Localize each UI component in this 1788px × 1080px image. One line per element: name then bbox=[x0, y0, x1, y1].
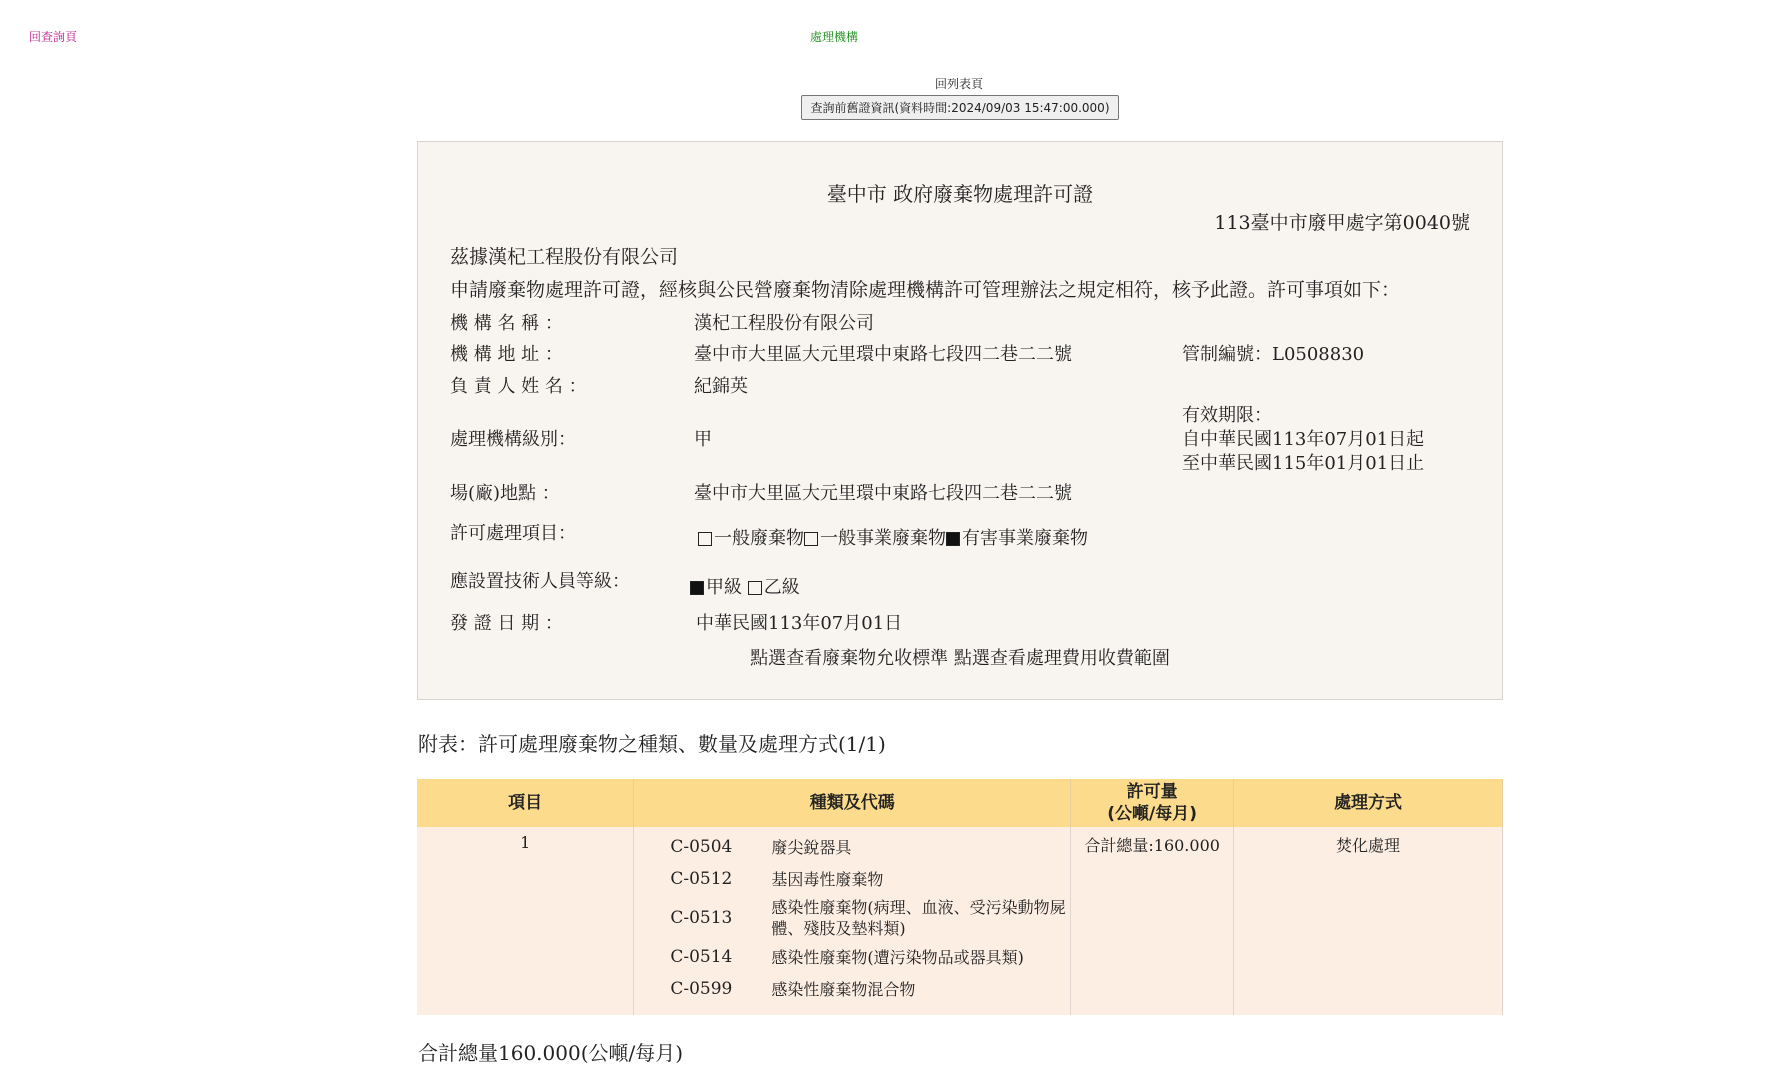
org-address-label: 機 構 地 址 ： bbox=[450, 344, 563, 365]
checkbox-class-a: 甲級 bbox=[690, 577, 742, 598]
header-type-code: 種類及代碼 bbox=[634, 779, 1071, 827]
control-number: 管制編號：L0508830 bbox=[1182, 344, 1365, 365]
waste-code: C-0512 bbox=[670, 869, 733, 889]
site-address: 臺中市大里區大元里環中東路七段四二巷二二號 bbox=[694, 483, 1072, 504]
waste-name: 基因毒性廢棄物 bbox=[771, 869, 884, 889]
checkbox-general-industrial-waste: 一般事業廢棄物 bbox=[804, 528, 946, 549]
waste-code: C-0599 bbox=[670, 979, 733, 999]
waste-code: C-0504 bbox=[670, 837, 733, 857]
checkbox-general-waste: 一般廢棄物 bbox=[698, 528, 804, 549]
tech-levels bbox=[690, 573, 800, 599]
waste-code-row bbox=[634, 863, 1070, 895]
header-method: 處理方式 bbox=[1234, 779, 1503, 827]
org-name: 漢杞工程股份有限公司 bbox=[694, 313, 874, 334]
header-permit-quantity: 許可量 (公噸/每月) bbox=[1071, 779, 1234, 827]
level-label: 處理機構級別： bbox=[450, 429, 576, 450]
issue-date-label: 發 證 日 期 ： bbox=[450, 613, 563, 634]
back-to-list-link[interactable]: 回列表頁 bbox=[934, 77, 983, 91]
table-row bbox=[417, 827, 1503, 1015]
appendix-title: 附表：許可處理廢棄物之種類、數量及處理方式(1/1) bbox=[418, 732, 886, 756]
table-header-row bbox=[417, 779, 1503, 827]
permit-quantity: 合計總量:160.000 bbox=[1071, 827, 1234, 1015]
query-history-button[interactable]: 查詢前舊證資訊(資料時間:2024/09/03 15:47:00.000) bbox=[801, 95, 1119, 120]
validity-from: 自中華民國113年07月01日起 bbox=[1182, 429, 1425, 450]
waste-code-row bbox=[634, 973, 1070, 1005]
tech-level-label: 應設置技術人員等級： bbox=[450, 571, 630, 592]
waste-name: 廢尖銳器具 bbox=[771, 837, 852, 857]
site-label: 場(廠)地點 ： bbox=[450, 483, 560, 504]
waste-code: C-0514 bbox=[670, 947, 733, 967]
intro-line-1: 茲據漢杞工程股份有限公司 bbox=[450, 246, 679, 268]
certificate-title: 臺中市 政府廢棄物處理許可證 bbox=[826, 182, 1094, 206]
waste-name: 感染性廢棄物(病理、血液、受污染動物屍體、殘肢及墊料類) bbox=[771, 898, 1066, 938]
checkbox-checked-icon bbox=[946, 532, 960, 546]
validity-to: 至中華民國115年01月01日止 bbox=[1182, 453, 1425, 474]
header-item: 項目 bbox=[417, 779, 634, 827]
permit-number: 113臺中市廢甲處字第0040號 bbox=[1214, 212, 1470, 234]
waste-name: 感染性廢棄物(遭污染物品或器具類) bbox=[771, 947, 1024, 967]
issue-date: 中華民國113年07月01日 bbox=[696, 613, 903, 634]
fee-range-link[interactable]: 點選查看處理費用收費範圍 bbox=[953, 648, 1170, 669]
waste-code-row bbox=[634, 895, 1070, 941]
checkbox-icon bbox=[698, 532, 712, 546]
waste-code-row bbox=[634, 831, 1070, 863]
item-number: 1 bbox=[417, 827, 634, 1015]
back-to-query-link[interactable]: 回查詢頁 bbox=[29, 30, 78, 44]
org-address: 臺中市大里區大元里環中東路七段四二巷二二號 bbox=[694, 344, 1072, 365]
waste-code-row bbox=[634, 941, 1070, 973]
treatment-method: 焚化處理 bbox=[1234, 827, 1503, 1015]
org-name-label: 機 構 名 稱 ： bbox=[450, 313, 563, 334]
section-title: 處理機構 bbox=[809, 30, 858, 44]
permit-items-label: 許可處理項目： bbox=[450, 523, 576, 544]
waste-code: C-0513 bbox=[670, 908, 733, 928]
certificate-links bbox=[418, 644, 1502, 670]
waste-codes bbox=[634, 827, 1071, 1015]
checkbox-checked-icon bbox=[690, 581, 704, 595]
checkbox-hazardous-industrial-waste: 有害事業廢棄物 bbox=[946, 528, 1088, 549]
checkbox-icon bbox=[748, 581, 762, 595]
level-value: 甲 bbox=[694, 429, 712, 450]
checkbox-class-b: 乙級 bbox=[748, 577, 800, 598]
total-quantity: 合計總量160.000(公噸/每月) bbox=[418, 1041, 684, 1065]
permit-items bbox=[698, 524, 1088, 550]
validity-title: 有效期限： bbox=[1182, 405, 1272, 426]
checkbox-icon bbox=[804, 532, 818, 546]
waste-name: 感染性廢棄物混合物 bbox=[771, 979, 916, 999]
acceptance-standard-link[interactable]: 點選查看廢棄物允收標準 bbox=[750, 648, 949, 669]
permit-certificate bbox=[417, 141, 1503, 700]
owner-name: 紀錦英 bbox=[694, 376, 748, 397]
permitted-waste-table bbox=[417, 779, 1503, 1015]
intro-line-2: 申請廢棄物處理許可證，經核與公民營廢棄物清除處理機構許可管理辦法之規定相符，核予此證。許可事項如下： bbox=[450, 279, 1401, 301]
owner-label: 負 責 人 姓 名 ： bbox=[450, 376, 587, 397]
